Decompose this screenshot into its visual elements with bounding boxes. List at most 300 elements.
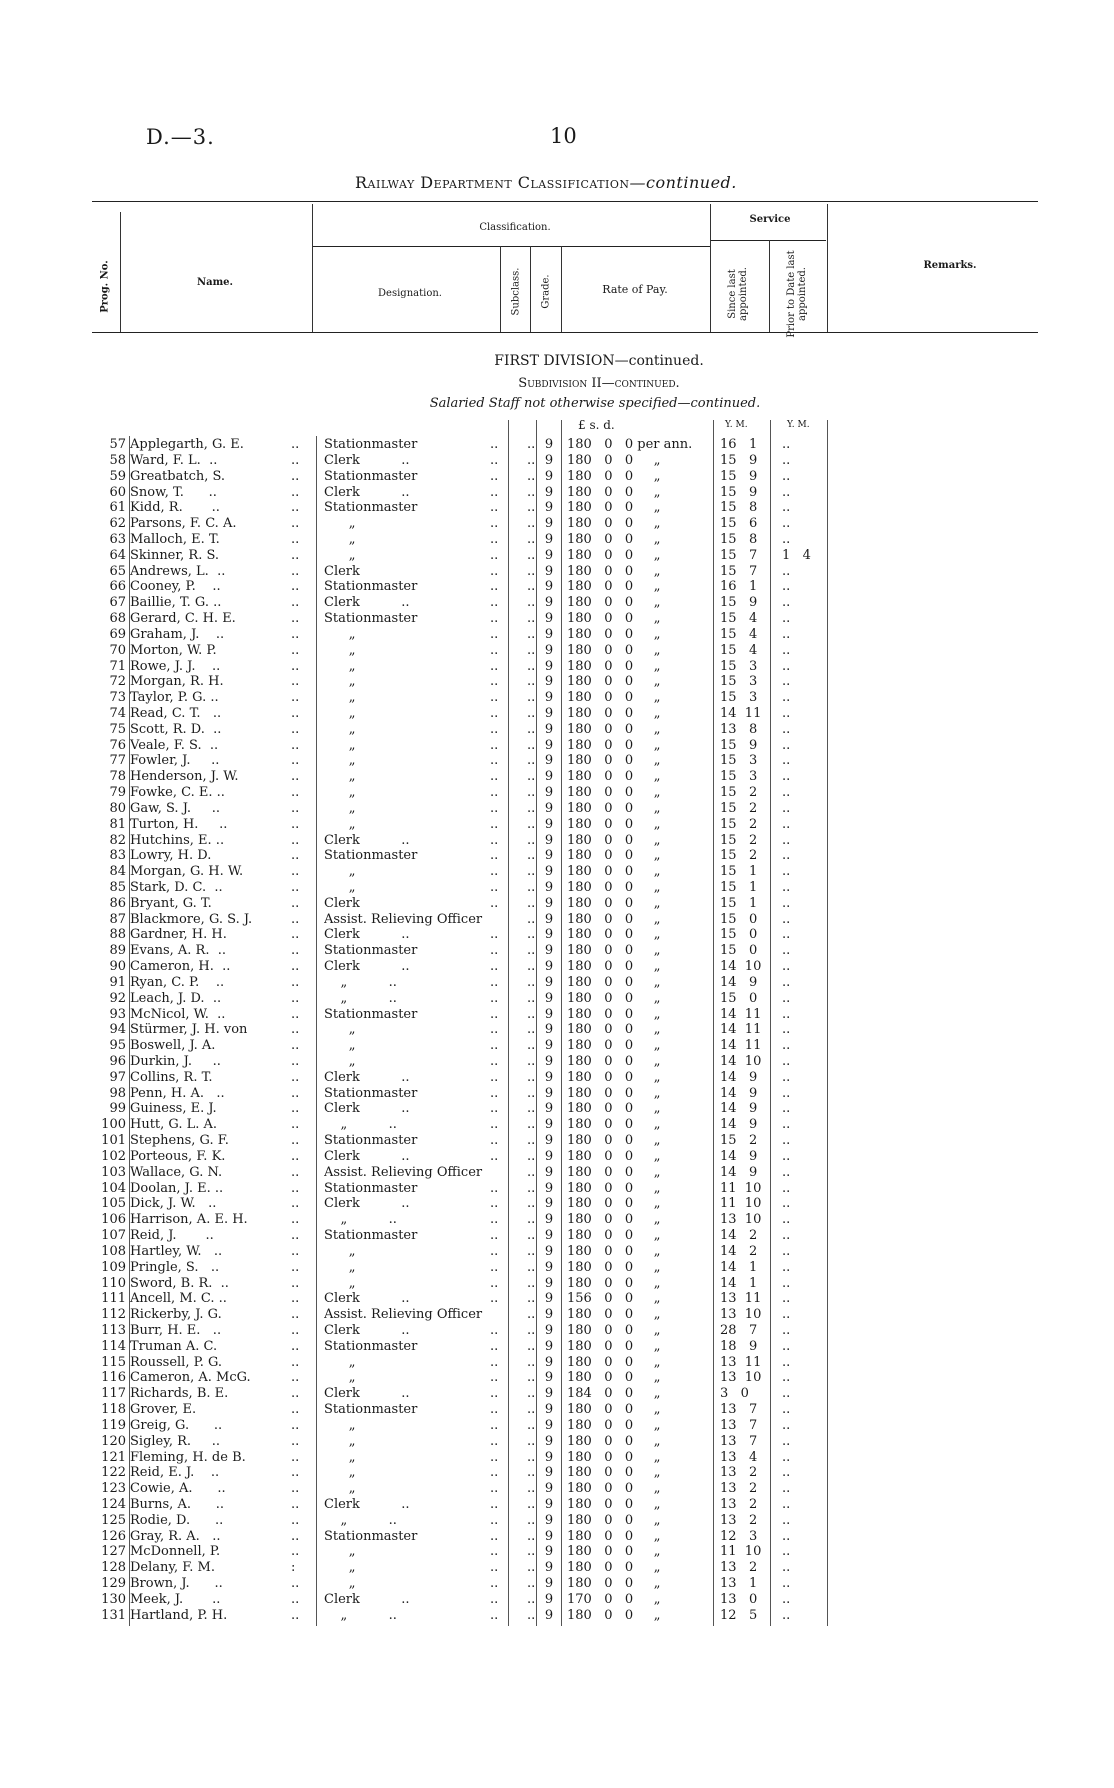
leader-dots: .. xyxy=(291,832,300,848)
grade: 9 xyxy=(544,1338,554,1354)
rate-of-pay: 180 0 0 „ xyxy=(567,1528,661,1544)
grade: 9 xyxy=(544,1512,554,1528)
grade: 9 xyxy=(544,611,554,626)
leader-dots: .. xyxy=(291,785,300,800)
leader-dots: .. xyxy=(291,800,300,816)
grade: 9 xyxy=(544,1354,554,1370)
since-last-appointed: 11 10 xyxy=(720,1544,762,1560)
leader-dots: .. xyxy=(291,959,300,975)
designation: Stationmaster xyxy=(324,1228,418,1243)
leader-dots: .. xyxy=(291,1481,300,1497)
staff-name: Porteous, F. K. xyxy=(130,1148,226,1164)
subclass-dots: .. xyxy=(527,1544,536,1560)
row-number: 105 xyxy=(101,1196,126,1212)
since-last-appointed: 13 2 xyxy=(720,1481,758,1497)
staff-name: Bryant, G. T. xyxy=(130,895,212,911)
subclass-dots: .. xyxy=(527,1259,536,1275)
rate-of-pay: 180 0 0 „ xyxy=(567,721,661,737)
since-last-appointed: 13 2 xyxy=(720,1512,758,1528)
designation: „ .. xyxy=(324,1607,397,1623)
prior-service: .. xyxy=(782,832,791,848)
leader-dots: .. xyxy=(490,721,499,737)
leader-dots: .. xyxy=(291,690,300,706)
prior-service: .. xyxy=(782,1196,791,1212)
designation: Clerk .. xyxy=(324,1322,410,1338)
subclass-dots: .. xyxy=(527,769,536,785)
leader-dots: .. xyxy=(291,658,300,674)
staff-name: Rowe, J. J. .. xyxy=(130,658,221,674)
since-last-appointed: 13 10 xyxy=(720,1307,762,1323)
grade: 9 xyxy=(544,1006,554,1022)
leader-dots: .. xyxy=(291,1528,300,1544)
prior-service: .. xyxy=(782,880,791,895)
since-last-header: Since last appointed. xyxy=(727,267,749,321)
rate-of-pay: 180 0 0 „ xyxy=(567,626,661,642)
leader-dots: .. xyxy=(291,1591,300,1607)
since-last-appointed: 15 1 xyxy=(720,880,758,895)
rate-of-pay: 180 0 0 „ xyxy=(567,611,661,626)
staff-name: Cameron, A. McG. xyxy=(130,1370,251,1386)
grade: 9 xyxy=(544,1069,554,1085)
row-number: 80 xyxy=(109,800,126,816)
leader-dots: .. xyxy=(490,690,499,706)
subclass-dots: .. xyxy=(527,737,536,753)
col-divider xyxy=(710,204,711,332)
prior-service: .. xyxy=(782,753,791,769)
leader-dots: .. xyxy=(291,721,300,737)
classification-header: Classification. xyxy=(479,222,551,233)
page-number: 10 xyxy=(550,124,577,148)
prior-service: .. xyxy=(782,516,791,532)
leader-dots: .. xyxy=(490,1133,499,1149)
row-number: 84 xyxy=(109,864,126,880)
staff-name: Gray, R. A. .. xyxy=(130,1528,221,1544)
grade: 9 xyxy=(544,990,554,1006)
staff-name: Scott, R. D. .. xyxy=(130,721,222,737)
subclass-dots: .. xyxy=(527,1354,536,1370)
leader-dots: .. xyxy=(291,595,300,611)
leader-dots: .. xyxy=(291,547,300,563)
leader-dots: .. xyxy=(490,452,499,468)
grade: 9 xyxy=(544,1148,554,1164)
rate-of-pay: 180 0 0 „ xyxy=(567,674,661,690)
rate-of-pay: 180 0 0 „ xyxy=(567,1512,661,1528)
grade: 9 xyxy=(544,927,554,943)
grade: 9 xyxy=(544,626,554,642)
row-number: 87 xyxy=(109,911,126,927)
since-last-appointed: 14 11 xyxy=(720,1022,762,1038)
rate-of-pay: 180 0 0 „ xyxy=(567,1370,661,1386)
since-last-appointed: 15 3 xyxy=(720,753,758,769)
rate-of-pay: 180 0 0 „ xyxy=(567,911,661,927)
rate-of-pay: 180 0 0 „ xyxy=(567,1417,661,1433)
leader-dots: .. xyxy=(291,1133,300,1149)
prior-service: .. xyxy=(782,816,791,832)
designation: „ xyxy=(324,1544,356,1560)
subclass-dots: .. xyxy=(527,452,536,468)
subclass-dots: .. xyxy=(527,1148,536,1164)
since-last-appointed: 15 6 xyxy=(720,516,758,532)
grade: 9 xyxy=(544,531,554,547)
staff-name: Cameron, H. .. xyxy=(130,959,231,975)
since-last-appointed: 13 2 xyxy=(720,1560,758,1576)
prior-service: .. xyxy=(782,500,791,516)
subclass-dots: .. xyxy=(527,832,536,848)
designation: Clerk .. xyxy=(324,1291,410,1307)
designation: Clerk .. xyxy=(324,1148,410,1164)
subclass-dots: .. xyxy=(527,1496,536,1512)
service-header: Service xyxy=(749,214,791,225)
grade: 9 xyxy=(544,785,554,800)
designation: „ .. xyxy=(324,1512,397,1528)
leader-dots: .. xyxy=(490,1417,499,1433)
leader-dots: .. xyxy=(291,1607,300,1623)
staff-name: Gardner, H. H. xyxy=(130,927,227,943)
staff-name: Morgan, G. H. W. xyxy=(130,864,244,880)
staff-name: Gaw, S. J. .. xyxy=(130,800,220,816)
staff-name: Fowke, C. E. .. xyxy=(130,785,225,800)
since-last-appointed: 15 2 xyxy=(720,800,758,816)
designation: „ xyxy=(324,1449,356,1465)
leader-dots: .. xyxy=(291,1370,300,1386)
row-number: 58 xyxy=(109,452,126,468)
subclass-dots: .. xyxy=(527,911,536,927)
col-divider xyxy=(561,246,562,332)
title-main: Railway Department Classification xyxy=(355,173,630,192)
leader-dots: .. xyxy=(490,468,499,484)
subclass-dots: .. xyxy=(527,1338,536,1354)
subclass-dots: .. xyxy=(527,1591,536,1607)
grade: 9 xyxy=(544,1228,554,1243)
designation: „ xyxy=(324,1417,356,1433)
leader-dots: .. xyxy=(291,1069,300,1085)
subclass-dots: .. xyxy=(527,1322,536,1338)
since-last-appointed: 13 7 xyxy=(720,1402,758,1417)
leader-dots: .. xyxy=(291,1006,300,1022)
rate-of-pay: 180 0 0 „ xyxy=(567,579,661,595)
prior-service: .. xyxy=(782,626,791,642)
leader-dots: .. xyxy=(291,1402,300,1417)
leader-dots: .. xyxy=(490,832,499,848)
prior-service: .. xyxy=(782,1449,791,1465)
subclass-dots: .. xyxy=(527,927,536,943)
designation: Clerk .. xyxy=(324,484,410,500)
leader-dots: .. xyxy=(490,816,499,832)
since-last-appointed: 14 11 xyxy=(720,1006,762,1022)
row-number: 98 xyxy=(109,1085,126,1101)
leader-dots: .. xyxy=(490,484,499,500)
rate-of-pay: 180 0 0 „ xyxy=(567,1560,661,1576)
rate-of-pay: 180 0 0 „ xyxy=(567,1338,661,1354)
since-last-appointed: 15 9 xyxy=(720,484,758,500)
prior-service: .. xyxy=(782,705,791,721)
prior-to-date-header: Prior to Date last appointed. xyxy=(786,250,808,338)
title-suffix: —continued. xyxy=(629,173,737,192)
since-last-appointed: 14 9 xyxy=(720,1148,758,1164)
since-last-appointed: 13 7 xyxy=(720,1417,758,1433)
staff-name: Gerard, C. H. E. xyxy=(130,611,236,626)
subclass-dots: .. xyxy=(527,895,536,911)
subclass-dots: .. xyxy=(527,1370,536,1386)
row-number: 115 xyxy=(101,1354,126,1370)
leader-dots: .. xyxy=(291,1449,300,1465)
row-number: 99 xyxy=(109,1101,126,1117)
grade: 9 xyxy=(544,1591,554,1607)
since-last-appointed: 14 10 xyxy=(720,1054,762,1069)
leader-dots: .. xyxy=(291,1465,300,1481)
since-last-appointed: 14 9 xyxy=(720,974,758,990)
rate-of-pay: 180 0 0 „ xyxy=(567,500,661,516)
leader-dots: .. xyxy=(490,959,499,975)
staff-name: Hutchins, E. .. xyxy=(130,832,225,848)
designation: „ xyxy=(324,1243,356,1259)
staff-name: Cooney, P. .. xyxy=(130,579,221,595)
prior-service: .. xyxy=(782,1133,791,1149)
leader-dots: .. xyxy=(490,785,499,800)
grade: 9 xyxy=(544,563,554,579)
designation: Clerk .. xyxy=(324,959,410,975)
subclass-dots: .. xyxy=(527,1243,536,1259)
rate-of-pay: 180 0 0 „ xyxy=(567,1006,661,1022)
row-number: 123 xyxy=(101,1481,126,1497)
leader-dots: .. xyxy=(490,1085,499,1101)
grade: 9 xyxy=(544,943,554,959)
rate-of-pay: 180 0 0 „ xyxy=(567,1148,661,1164)
row-number: 96 xyxy=(109,1054,126,1069)
leader-dots: .. xyxy=(291,1022,300,1038)
prior-service: .. xyxy=(782,531,791,547)
subclass-dots: .. xyxy=(527,880,536,895)
row-number: 91 xyxy=(109,974,126,990)
rate-of-pay: 180 0 0 „ xyxy=(567,1433,661,1449)
grade-header: Grade. xyxy=(540,274,552,309)
row-number: 81 xyxy=(109,816,126,832)
rate-of-pay: 170 0 0 „ xyxy=(567,1591,661,1607)
grade: 9 xyxy=(544,1386,554,1402)
grade: 9 xyxy=(544,1576,554,1591)
subclass-dots: .. xyxy=(527,990,536,1006)
leader-dots: .. xyxy=(291,769,300,785)
rate-of-pay: 180 0 0 „ xyxy=(567,816,661,832)
staff-name: Boswell, J. A. xyxy=(130,1038,216,1054)
leader-dots: .. xyxy=(490,1006,499,1022)
prior-service: .. xyxy=(782,579,791,595)
grade: 9 xyxy=(544,1291,554,1307)
header-top-rule xyxy=(92,201,1038,202)
staff-name: Brown, J. .. xyxy=(130,1576,223,1591)
rate-of-pay: 180 0 0 „ xyxy=(567,1481,661,1497)
prog-no-header: Prog. No. xyxy=(99,260,111,313)
designation: „ xyxy=(324,1275,356,1291)
leader-dots: .. xyxy=(291,737,300,753)
staff-name: Evans, A. R. .. xyxy=(130,943,226,959)
grade: 9 xyxy=(544,705,554,721)
grade: 9 xyxy=(544,864,554,880)
rate-of-pay: 180 0 0 „ xyxy=(567,468,661,484)
leader-dots: .. xyxy=(490,658,499,674)
designation: „ xyxy=(324,785,356,800)
since-last-appointed: 13 7 xyxy=(720,1433,758,1449)
grade: 9 xyxy=(544,674,554,690)
designation: „ xyxy=(324,1560,356,1576)
subclass-dots: .. xyxy=(527,1528,536,1544)
row-number: 69 xyxy=(109,626,126,642)
prior-service: .. xyxy=(782,1322,791,1338)
rate-of-pay: 180 0 0 „ xyxy=(567,658,661,674)
staff-name: Graham, J. .. xyxy=(130,626,225,642)
designation: Clerk .. xyxy=(324,1591,410,1607)
leader-dots: .. xyxy=(490,1465,499,1481)
designation: Stationmaster xyxy=(324,943,418,959)
row-number: 125 xyxy=(101,1512,126,1528)
leader-dots: .. xyxy=(490,974,499,990)
grade: 9 xyxy=(544,516,554,532)
grade: 9 xyxy=(544,721,554,737)
staff-name: Parsons, F. C. A. xyxy=(130,516,237,532)
staff-name: Harrison, A. E. H. xyxy=(130,1212,248,1228)
designation: Stationmaster xyxy=(324,1338,418,1354)
subclass-dots: .. xyxy=(527,785,536,800)
prior-service: .. xyxy=(782,437,791,452)
leader-dots: .. xyxy=(291,1212,300,1228)
row-number: 106 xyxy=(101,1212,126,1228)
staff-name: Skinner, R. S. xyxy=(130,547,220,563)
designation: „ xyxy=(324,1354,356,1370)
grade: 9 xyxy=(544,1243,554,1259)
leader-dots: .. xyxy=(490,563,499,579)
row-number: 104 xyxy=(101,1180,126,1196)
leader-dots: .. xyxy=(490,895,499,911)
prior-service: .. xyxy=(782,1307,791,1323)
leader-dots: .. xyxy=(291,1417,300,1433)
grade: 9 xyxy=(544,1417,554,1433)
designation: „ xyxy=(324,1022,356,1038)
grade: 9 xyxy=(544,658,554,674)
staff-name: Reid, J. .. xyxy=(130,1228,214,1243)
grade: 9 xyxy=(544,1496,554,1512)
designation: „ .. xyxy=(324,990,397,1006)
staff-name: Pringle, S. .. xyxy=(130,1259,220,1275)
leader-dots: .. xyxy=(291,674,300,690)
row-number: 119 xyxy=(101,1417,126,1433)
subclass-dots: .. xyxy=(527,864,536,880)
leader-dots: .. xyxy=(490,1433,499,1449)
since-last-appointed: 28 7 xyxy=(720,1322,758,1338)
since-last-appointed: 15 4 xyxy=(720,626,758,642)
since-last-appointed: 15 0 xyxy=(720,990,758,1006)
staff-name: Dick, J. W. .. xyxy=(130,1196,217,1212)
staff-name: Malloch, E. T. xyxy=(130,531,220,547)
row-number: 89 xyxy=(109,943,126,959)
leader-dots: .. xyxy=(490,579,499,595)
subclass-dots: .. xyxy=(527,579,536,595)
leader-dots: .. xyxy=(490,1449,499,1465)
leader-dots: .. xyxy=(490,1386,499,1402)
pay-units: £ s. d. xyxy=(578,418,615,432)
designation: Clerk .. xyxy=(324,1069,410,1085)
rate-of-pay: 180 0 0 „ xyxy=(567,1022,661,1038)
leader-dots: .. xyxy=(490,1322,499,1338)
grade: 9 xyxy=(544,911,554,927)
staff-name: Richards, B. E. xyxy=(130,1386,229,1402)
rate-of-pay: 180 0 0 „ xyxy=(567,1196,661,1212)
designation: Clerk xyxy=(324,895,360,911)
staff-name: Sword, B. R. .. xyxy=(130,1275,229,1291)
prior-service: .. xyxy=(782,1607,791,1623)
since-last-appointed: 13 4 xyxy=(720,1449,758,1465)
designation: „ .. xyxy=(324,1117,397,1133)
grade: 9 xyxy=(544,769,554,785)
subclass-dots: .. xyxy=(527,674,536,690)
since-last-appointed: 11 10 xyxy=(720,1180,762,1196)
rate-of-pay: 180 0 0 „ xyxy=(567,1085,661,1101)
subclass-dots: .. xyxy=(527,500,536,516)
since-units: Y. M. xyxy=(725,420,748,430)
body-rule xyxy=(316,436,317,1626)
prior-service: .. xyxy=(782,800,791,816)
grade: 9 xyxy=(544,895,554,911)
staff-name: Blackmore, G. S. J. xyxy=(130,911,253,927)
col-divider xyxy=(769,240,770,332)
staff-name: Guiness, E. J. xyxy=(130,1101,217,1117)
prior-service: .. xyxy=(782,1417,791,1433)
since-last-appointed: 13 10 xyxy=(720,1370,762,1386)
staff-name: Roussell, P. G. xyxy=(130,1354,223,1370)
grade: 9 xyxy=(544,1449,554,1465)
grade: 9 xyxy=(544,1275,554,1291)
rate-of-pay: 180 0 0 „ xyxy=(567,832,661,848)
staff-name: Morgan, R. H. xyxy=(130,674,224,690)
prior-service: .. xyxy=(782,1433,791,1449)
row-number: 83 xyxy=(109,848,126,864)
prior-service: .. xyxy=(782,721,791,737)
body-rule xyxy=(770,420,771,1626)
prior-service: .. xyxy=(782,737,791,753)
row-number: 131 xyxy=(101,1607,126,1623)
leader-dots: .. xyxy=(291,1496,300,1512)
leader-dots: .. xyxy=(291,705,300,721)
grade: 9 xyxy=(544,1054,554,1069)
grade: 9 xyxy=(544,642,554,658)
leader-dots: .. xyxy=(291,1085,300,1101)
since-last-appointed: 15 7 xyxy=(720,547,758,563)
leader-dots: .. xyxy=(291,1307,300,1323)
row-number: 59 xyxy=(109,468,126,484)
prior-service: .. xyxy=(782,1212,791,1228)
since-last-appointed: 11 10 xyxy=(720,1196,762,1212)
grade: 9 xyxy=(544,974,554,990)
prior-service: .. xyxy=(782,1022,791,1038)
subclass-dots: .. xyxy=(527,753,536,769)
since-last-appointed: 14 9 xyxy=(720,1117,758,1133)
grade: 9 xyxy=(544,1307,554,1323)
designation: „ xyxy=(324,1481,356,1497)
staff-name: Greatbatch, S. xyxy=(130,468,226,484)
leader-dots: .. xyxy=(490,753,499,769)
leader-dots: .. xyxy=(490,864,499,880)
grade: 9 xyxy=(544,1038,554,1054)
rate-of-pay: 180 0 0 „ xyxy=(567,1576,661,1591)
subclass-dots: .. xyxy=(527,705,536,721)
leader-dots: .. xyxy=(490,1196,499,1212)
subclass-dots: .. xyxy=(527,1069,536,1085)
prior-service: .. xyxy=(782,452,791,468)
staff-name: Turton, H. .. xyxy=(130,816,228,832)
leader-dots: : xyxy=(291,1560,296,1576)
subclass-dots: .. xyxy=(527,1512,536,1528)
designation: „ xyxy=(324,547,356,563)
subclass-dots: .. xyxy=(527,1117,536,1133)
